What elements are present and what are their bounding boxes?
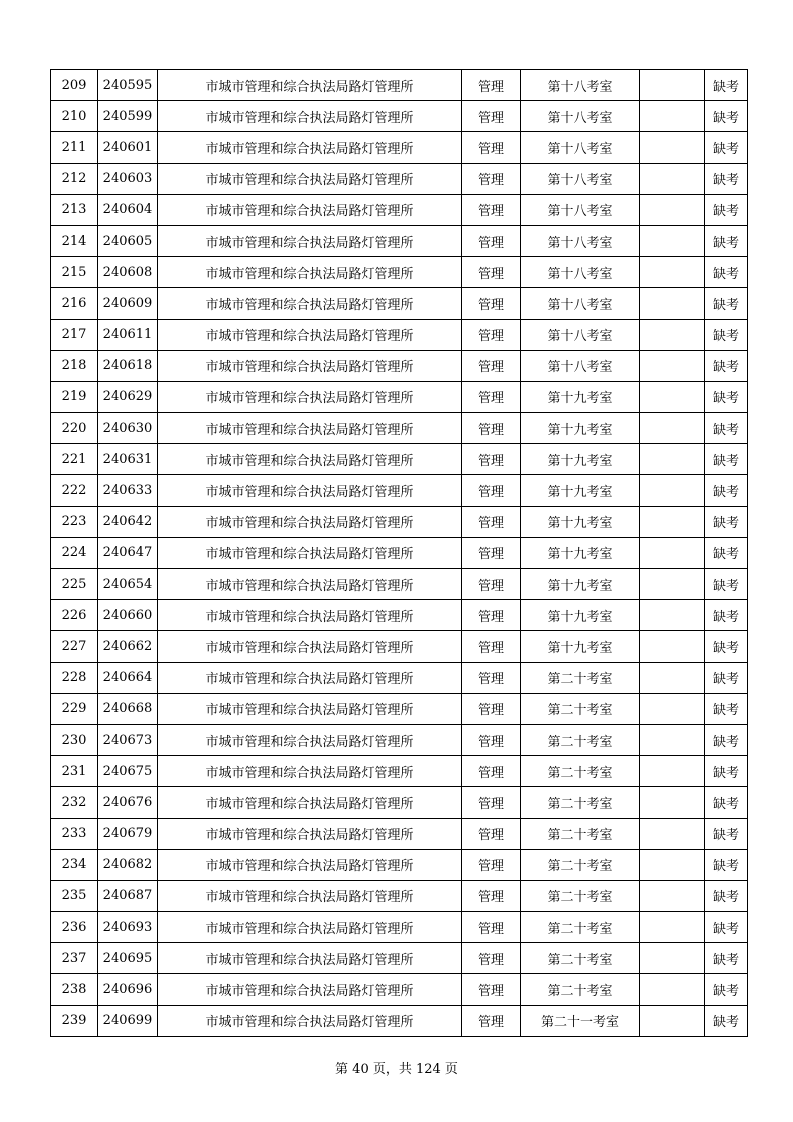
note-cell: 缺考 <box>705 880 748 911</box>
exam-room-cell: 第十九考室 <box>521 600 640 631</box>
score-cell <box>640 912 705 943</box>
exam-id-cell: 240695 <box>98 943 158 974</box>
note-cell: 缺考 <box>705 974 748 1005</box>
sequence-cell: 224 <box>51 537 98 568</box>
position-cell: 管理 <box>462 974 521 1005</box>
exam-id-cell: 240668 <box>98 693 158 724</box>
exam-room-cell: 第十八考室 <box>521 257 640 288</box>
unit-cell: 市城市管理和综合执法局路灯管理所 <box>158 756 462 787</box>
sequence-cell: 229 <box>51 693 98 724</box>
exam-id-cell: 240599 <box>98 101 158 132</box>
exam-id-cell: 240608 <box>98 257 158 288</box>
table-row <box>51 132 748 163</box>
score-cell <box>640 569 705 600</box>
sequence-cell: 220 <box>51 413 98 444</box>
note-cell: 缺考 <box>705 631 748 662</box>
table-row <box>51 1005 748 1036</box>
note-cell: 缺考 <box>705 537 748 568</box>
page-footer: 第 40 页，共 124 页 <box>335 1062 458 1077</box>
position-cell: 管理 <box>462 101 521 132</box>
score-cell <box>640 381 705 412</box>
table-row <box>51 974 748 1005</box>
exam-id-cell: 240676 <box>98 787 158 818</box>
table-row <box>51 912 748 943</box>
exam-id-cell: 240687 <box>98 880 158 911</box>
position-cell: 管理 <box>462 350 521 381</box>
exam-id-cell: 240611 <box>98 319 158 350</box>
unit-cell: 市城市管理和综合执法局路灯管理所 <box>158 350 462 381</box>
exam-id-cell: 240631 <box>98 444 158 475</box>
position-cell: 管理 <box>462 163 521 194</box>
unit-cell: 市城市管理和综合执法局路灯管理所 <box>158 475 462 506</box>
table-row <box>51 631 748 662</box>
position-cell: 管理 <box>462 1005 521 1036</box>
unit-cell: 市城市管理和综合执法局路灯管理所 <box>158 631 462 662</box>
note-cell: 缺考 <box>705 257 748 288</box>
exam-id-cell: 240601 <box>98 132 158 163</box>
score-cell <box>640 600 705 631</box>
unit-cell: 市城市管理和综合执法局路灯管理所 <box>158 101 462 132</box>
position-cell: 管理 <box>462 537 521 568</box>
table-row <box>51 444 748 475</box>
table-row <box>51 381 748 412</box>
exam-room-cell: 第十八考室 <box>521 132 640 163</box>
exam-id-cell: 240633 <box>98 475 158 506</box>
score-cell <box>640 70 705 101</box>
score-cell <box>640 319 705 350</box>
sequence-cell: 232 <box>51 787 98 818</box>
exam-room-cell: 第十九考室 <box>521 381 640 412</box>
unit-cell: 市城市管理和综合执法局路灯管理所 <box>158 662 462 693</box>
score-cell <box>640 974 705 1005</box>
score-cell <box>640 350 705 381</box>
unit-cell: 市城市管理和综合执法局路灯管理所 <box>158 724 462 755</box>
sequence-cell: 234 <box>51 849 98 880</box>
score-cell <box>640 849 705 880</box>
note-cell: 缺考 <box>705 756 748 787</box>
sequence-cell: 226 <box>51 600 98 631</box>
score-cell <box>640 288 705 319</box>
exam-id-cell: 240605 <box>98 225 158 256</box>
exam-room-cell: 第十九考室 <box>521 506 640 537</box>
score-cell <box>640 693 705 724</box>
score-cell <box>640 943 705 974</box>
table-row <box>51 163 748 194</box>
exam-room-cell: 第十八考室 <box>521 319 640 350</box>
unit-cell: 市城市管理和综合执法局路灯管理所 <box>158 787 462 818</box>
exam-id-cell: 240603 <box>98 163 158 194</box>
unit-cell: 市城市管理和综合执法局路灯管理所 <box>158 288 462 319</box>
exam-id-cell: 240629 <box>98 381 158 412</box>
note-cell: 缺考 <box>705 787 748 818</box>
position-cell: 管理 <box>462 693 521 724</box>
score-cell <box>640 257 705 288</box>
unit-cell: 市城市管理和综合执法局路灯管理所 <box>158 70 462 101</box>
note-cell: 缺考 <box>705 101 748 132</box>
position-cell: 管理 <box>462 600 521 631</box>
unit-cell: 市城市管理和综合执法局路灯管理所 <box>158 413 462 444</box>
score-cell <box>640 631 705 662</box>
note-cell: 缺考 <box>705 569 748 600</box>
position-cell: 管理 <box>462 756 521 787</box>
table-row <box>51 600 748 631</box>
exam-room-cell: 第二十一考室 <box>521 1005 640 1036</box>
exam-room-cell: 第二十考室 <box>521 756 640 787</box>
unit-cell: 市城市管理和综合执法局路灯管理所 <box>158 880 462 911</box>
position-cell: 管理 <box>462 569 521 600</box>
score-cell <box>640 444 705 475</box>
exam-room-cell: 第十九考室 <box>521 537 640 568</box>
exam-room-cell: 第十九考室 <box>521 631 640 662</box>
exam-room-cell: 第十九考室 <box>521 475 640 506</box>
exam-room-cell: 第十八考室 <box>521 225 640 256</box>
table-body <box>51 70 748 1037</box>
position-cell: 管理 <box>462 381 521 412</box>
sequence-cell: 221 <box>51 444 98 475</box>
sequence-cell: 215 <box>51 257 98 288</box>
exam-room-cell: 第十八考室 <box>521 194 640 225</box>
table-row <box>51 662 748 693</box>
score-cell <box>640 880 705 911</box>
table-row <box>51 101 748 132</box>
exam-room-cell: 第十九考室 <box>521 569 640 600</box>
exam-room-cell: 第十八考室 <box>521 350 640 381</box>
position-cell: 管理 <box>462 849 521 880</box>
score-cell <box>640 225 705 256</box>
sequence-cell: 214 <box>51 225 98 256</box>
exam-id-cell: 240595 <box>98 70 158 101</box>
exam-room-cell: 第二十考室 <box>521 912 640 943</box>
unit-cell: 市城市管理和综合执法局路灯管理所 <box>158 194 462 225</box>
unit-cell: 市城市管理和综合执法局路灯管理所 <box>158 912 462 943</box>
score-cell <box>640 1005 705 1036</box>
exam-room-cell: 第二十考室 <box>521 880 640 911</box>
unit-cell: 市城市管理和综合执法局路灯管理所 <box>158 537 462 568</box>
exam-room-cell: 第二十考室 <box>521 787 640 818</box>
table-row <box>51 225 748 256</box>
table-row <box>51 693 748 724</box>
score-cell <box>640 662 705 693</box>
exam-id-cell: 240604 <box>98 194 158 225</box>
exam-room-cell: 第二十考室 <box>521 693 640 724</box>
position-cell: 管理 <box>462 818 521 849</box>
unit-cell: 市城市管理和综合执法局路灯管理所 <box>158 600 462 631</box>
sequence-cell: 222 <box>51 475 98 506</box>
unit-cell: 市城市管理和综合执法局路灯管理所 <box>158 1005 462 1036</box>
sequence-cell: 218 <box>51 350 98 381</box>
sequence-cell: 216 <box>51 288 98 319</box>
table-row <box>51 880 748 911</box>
table-row <box>51 257 748 288</box>
note-cell: 缺考 <box>705 506 748 537</box>
position-cell: 管理 <box>462 413 521 444</box>
sequence-cell: 231 <box>51 756 98 787</box>
exam-id-cell: 240679 <box>98 818 158 849</box>
score-cell <box>640 163 705 194</box>
sequence-cell: 236 <box>51 912 98 943</box>
table-row <box>51 537 748 568</box>
unit-cell: 市城市管理和综合执法局路灯管理所 <box>158 693 462 724</box>
sequence-cell: 211 <box>51 132 98 163</box>
note-cell: 缺考 <box>705 225 748 256</box>
table-row <box>51 569 748 600</box>
exam-id-cell: 240662 <box>98 631 158 662</box>
note-cell: 缺考 <box>705 662 748 693</box>
table-row <box>51 350 748 381</box>
sequence-cell: 230 <box>51 724 98 755</box>
position-cell: 管理 <box>462 194 521 225</box>
unit-cell: 市城市管理和综合执法局路灯管理所 <box>158 506 462 537</box>
score-cell <box>640 132 705 163</box>
unit-cell: 市城市管理和综合执法局路灯管理所 <box>158 225 462 256</box>
note-cell: 缺考 <box>705 818 748 849</box>
sequence-cell: 219 <box>51 381 98 412</box>
exam-id-cell: 240664 <box>98 662 158 693</box>
position-cell: 管理 <box>462 225 521 256</box>
position-cell: 管理 <box>462 724 521 755</box>
position-cell: 管理 <box>462 257 521 288</box>
exam-room-cell: 第十八考室 <box>521 163 640 194</box>
exam-id-cell: 240654 <box>98 569 158 600</box>
sequence-cell: 212 <box>51 163 98 194</box>
exam-id-cell: 240693 <box>98 912 158 943</box>
position-cell: 管理 <box>462 70 521 101</box>
note-cell: 缺考 <box>705 724 748 755</box>
note-cell: 缺考 <box>705 381 748 412</box>
table-row <box>51 319 748 350</box>
exam-id-cell: 240696 <box>98 974 158 1005</box>
note-cell: 缺考 <box>705 288 748 319</box>
sequence-cell: 223 <box>51 506 98 537</box>
position-cell: 管理 <box>462 662 521 693</box>
table-row <box>51 943 748 974</box>
sequence-cell: 235 <box>51 880 98 911</box>
table-row <box>51 506 748 537</box>
note-cell: 缺考 <box>705 600 748 631</box>
exam-id-cell: 240699 <box>98 1005 158 1036</box>
unit-cell: 市城市管理和综合执法局路灯管理所 <box>158 163 462 194</box>
position-cell: 管理 <box>462 319 521 350</box>
score-cell <box>640 818 705 849</box>
note-cell: 缺考 <box>705 350 748 381</box>
table-row <box>51 818 748 849</box>
sequence-cell: 233 <box>51 818 98 849</box>
table-row <box>51 194 748 225</box>
note-cell: 缺考 <box>705 943 748 974</box>
table-row <box>51 413 748 444</box>
exam-room-cell: 第十九考室 <box>521 413 640 444</box>
sequence-cell: 225 <box>51 569 98 600</box>
score-table <box>50 69 748 1037</box>
note-cell: 缺考 <box>705 70 748 101</box>
exam-room-cell: 第二十考室 <box>521 724 640 755</box>
sequence-cell: 238 <box>51 974 98 1005</box>
exam-id-cell: 240682 <box>98 849 158 880</box>
unit-cell: 市城市管理和综合执法局路灯管理所 <box>158 943 462 974</box>
exam-id-cell: 240673 <box>98 724 158 755</box>
table-row <box>51 724 748 755</box>
unit-cell: 市城市管理和综合执法局路灯管理所 <box>158 444 462 475</box>
note-cell: 缺考 <box>705 163 748 194</box>
sequence-cell: 237 <box>51 943 98 974</box>
table-row <box>51 849 748 880</box>
note-cell: 缺考 <box>705 912 748 943</box>
exam-room-cell: 第二十考室 <box>521 849 640 880</box>
exam-id-cell: 240647 <box>98 537 158 568</box>
sequence-cell: 209 <box>51 70 98 101</box>
note-cell: 缺考 <box>705 132 748 163</box>
score-cell <box>640 756 705 787</box>
note-cell: 缺考 <box>705 194 748 225</box>
score-cell <box>640 537 705 568</box>
table-row <box>51 288 748 319</box>
position-cell: 管理 <box>462 787 521 818</box>
note-cell: 缺考 <box>705 475 748 506</box>
score-cell <box>640 787 705 818</box>
score-cell <box>640 506 705 537</box>
unit-cell: 市城市管理和综合执法局路灯管理所 <box>158 818 462 849</box>
position-cell: 管理 <box>462 444 521 475</box>
sequence-cell: 213 <box>51 194 98 225</box>
note-cell: 缺考 <box>705 1005 748 1036</box>
position-cell: 管理 <box>462 631 521 662</box>
score-cell <box>640 101 705 132</box>
note-cell: 缺考 <box>705 444 748 475</box>
sequence-cell: 227 <box>51 631 98 662</box>
exam-id-cell: 240630 <box>98 413 158 444</box>
unit-cell: 市城市管理和综合执法局路灯管理所 <box>158 257 462 288</box>
exam-room-cell: 第十八考室 <box>521 288 640 319</box>
score-cell <box>640 475 705 506</box>
exam-room-cell: 第十八考室 <box>521 101 640 132</box>
note-cell: 缺考 <box>705 319 748 350</box>
table-row <box>51 787 748 818</box>
exam-id-cell: 240642 <box>98 506 158 537</box>
table-row <box>51 756 748 787</box>
exam-id-cell: 240618 <box>98 350 158 381</box>
exam-room-cell: 第二十考室 <box>521 974 640 1005</box>
position-cell: 管理 <box>462 506 521 537</box>
sequence-cell: 210 <box>51 101 98 132</box>
score-cell <box>640 413 705 444</box>
unit-cell: 市城市管理和综合执法局路灯管理所 <box>158 849 462 880</box>
unit-cell: 市城市管理和综合执法局路灯管理所 <box>158 569 462 600</box>
score-cell <box>640 724 705 755</box>
unit-cell: 市城市管理和综合执法局路灯管理所 <box>158 974 462 1005</box>
exam-id-cell: 240609 <box>98 288 158 319</box>
exam-room-cell: 第十八考室 <box>521 70 640 101</box>
score-cell <box>640 194 705 225</box>
unit-cell: 市城市管理和综合执法局路灯管理所 <box>158 319 462 350</box>
unit-cell: 市城市管理和综合执法局路灯管理所 <box>158 132 462 163</box>
table-row <box>51 475 748 506</box>
position-cell: 管理 <box>462 912 521 943</box>
table-row <box>51 70 748 101</box>
exam-room-cell: 第二十考室 <box>521 662 640 693</box>
position-cell: 管理 <box>462 132 521 163</box>
position-cell: 管理 <box>462 475 521 506</box>
sequence-cell: 239 <box>51 1005 98 1036</box>
position-cell: 管理 <box>462 880 521 911</box>
sequence-cell: 228 <box>51 662 98 693</box>
note-cell: 缺考 <box>705 693 748 724</box>
note-cell: 缺考 <box>705 413 748 444</box>
unit-cell: 市城市管理和综合执法局路灯管理所 <box>158 381 462 412</box>
exam-id-cell: 240660 <box>98 600 158 631</box>
exam-id-cell: 240675 <box>98 756 158 787</box>
exam-room-cell: 第二十考室 <box>521 943 640 974</box>
position-cell: 管理 <box>462 288 521 319</box>
exam-room-cell: 第十九考室 <box>521 444 640 475</box>
note-cell: 缺考 <box>705 849 748 880</box>
position-cell: 管理 <box>462 943 521 974</box>
sequence-cell: 217 <box>51 319 98 350</box>
exam-room-cell: 第二十考室 <box>521 818 640 849</box>
